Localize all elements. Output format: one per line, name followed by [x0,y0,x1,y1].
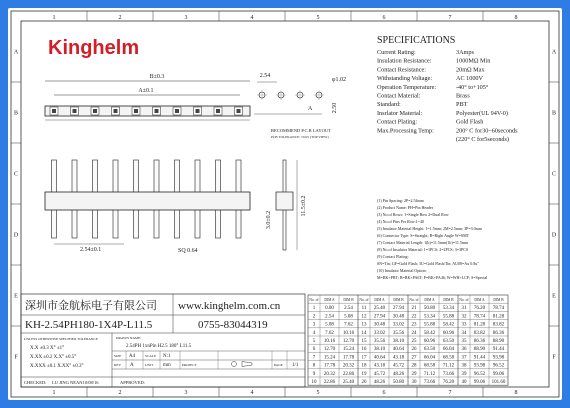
table-cell: 27.94 [373,314,386,320]
note-line: (2) Product Name: PH=Pin Header [377,205,434,210]
table-cell: 73.66 [423,380,436,385]
table-cell: 43.18 [392,355,405,361]
rev-value: A [130,363,134,368]
pin-diameter-label: φ1.02 [332,77,346,83]
table-cell: 9 [312,371,316,377]
table-cell: 78.74 [492,306,505,312]
top-pin-core [237,109,241,113]
spec-key: Withstanding Voltage: [377,75,433,83]
table-cell: 60.96 [442,330,455,336]
table-header: DIM B [443,298,454,302]
table-cell: 35.56 [392,330,405,336]
table-cell: 48.26 [392,371,405,377]
table-header: DIM B [393,298,404,302]
table-header: DIM A [424,298,435,302]
table-cell: 30.48 [373,322,386,328]
table-cell: 58.42 [423,330,436,336]
table-cell: 25.40 [342,380,355,385]
grid-col-4: 4 [250,15,254,21]
table-cell: 31 [461,306,467,312]
table-cell: 96.52 [492,363,505,369]
front-insulator [45,192,250,210]
company-website[interactable]: www.kinghelm.com.cn [178,300,281,312]
spec-rows [377,49,518,143]
table-header: DIM A [374,298,385,302]
table-cell: 33.02 [373,330,386,336]
dim-a-small: A [308,106,313,112]
ordering-notes [377,198,488,280]
top-pin-core [216,109,220,113]
spec-key: Contact Resistance: [377,66,426,74]
table-cell: 12 [361,314,367,320]
table-cell: 37 [461,355,467,361]
table-cell: 33.02 [392,322,405,328]
table-cell: 3 [312,322,316,328]
company-phone: 0755-83044319 [198,319,268,331]
grid-col-bottom-6: 6 [382,390,386,396]
table-cell: 35.56 [373,339,386,344]
spec-key: Current Rating: [377,49,416,56]
pcb-layout [254,73,346,139]
spec-key: Insrlator Material: [377,109,423,117]
table-header: No. of [309,298,319,302]
table-cell: 24 [411,330,417,336]
pitch-tolerance-label: 2.54±0.1 [80,247,102,253]
table-cell: 66.04 [423,355,436,361]
table-cell: 11 [361,306,367,312]
table-cell: 83.82 [473,330,486,336]
rev-label: REV [114,363,121,367]
pcb-pads [257,90,324,100]
grid-col-bottom-4: 4 [250,390,254,396]
table-cell: 4 [312,330,316,336]
spec-value: 20mΩ Max [456,66,485,74]
table-cell: 2.54 [325,314,334,320]
table-cell: 19 [361,371,367,377]
grid-col-7: 7 [448,15,452,21]
table-cell: 27.94 [392,306,405,312]
table-cell: 5 [312,339,316,344]
grid-row-F: F [14,354,18,361]
grid-row-right-A: A [551,49,557,56]
drawn-label: DRAWN NAME: [116,336,142,340]
table-cell: 17.78 [342,355,355,361]
table-cell: 34 [461,330,467,336]
table-cell: 53.34 [423,314,436,320]
table-cell: 12.70 [342,339,355,344]
table-cell: 20 [361,380,367,385]
table-cell: 73.66 [442,371,455,377]
top-view [45,74,250,120]
table-cell: 99.06 [473,380,486,385]
grid-col-5: 5 [316,15,320,21]
table-cell: 25.40 [373,306,386,312]
table-cell: 22.86 [323,380,336,385]
table-cell: 63.50 [423,347,436,353]
note-line: (7) Contact Material Length: 1(b)=11.5mm(1b)=11.5mm [377,240,469,245]
table-cell: 20.32 [342,363,355,369]
table-cell: 81.28 [473,322,486,328]
table-cell: 17 [361,355,367,361]
table-cell: 32 [461,314,467,320]
table-cell: 71.12 [423,371,436,377]
table-cell: 50.80 [392,380,405,385]
table-cell: 0.00 [325,306,334,312]
table-cell: 40.64 [392,347,405,353]
grid-col-2: 2 [118,15,122,21]
grid-col-bottom-3: 3 [184,390,188,396]
title-block [21,294,305,387]
projection-symbol [232,362,253,367]
table-cell: 30 [411,380,417,385]
table-cell: 12.70 [323,347,336,353]
specs-heading: SPECIFICATIONS [377,35,456,46]
table-cell: 93.98 [492,355,505,361]
spec-value: Brass [456,92,470,100]
brand-logo: Kinghelm [48,37,140,59]
specifications [377,35,518,143]
spec-value: PBT [456,101,468,109]
table-cell: 38 [461,363,467,369]
company-name: 深圳市金航标电子有限公司 [25,299,157,312]
pcb-title: RECOMMEND P.C.B LAYOUT [271,128,331,133]
dim-a-label: A±0.1 [138,88,154,94]
table-cell: 15 [361,339,367,344]
table-cell: 43.18 [373,363,386,369]
grid-col-bottom-1: 1 [52,390,56,396]
grid-col-bottom-8: 8 [514,390,518,396]
table-cell: 2.54 [344,306,353,312]
table-cell: 26 [411,347,417,353]
table-cell: 83.82 [492,322,505,328]
table-cell: 6 [312,347,316,353]
table-cell: 15.24 [342,347,355,353]
table-cell: 22.86 [342,371,355,377]
top-pin-core [52,109,56,113]
dim-30-label: 3.0±0.2 [266,210,272,230]
grid-col-1: 1 [52,15,56,21]
spec-key: Contact Material: [377,92,421,100]
table-cell: 20.32 [323,371,336,377]
spec-value: 1000MΩ Min [456,57,491,65]
table-cell: 25 [411,339,417,344]
table-cell: 45.72 [373,371,386,377]
table-cell: 38.10 [373,347,386,353]
table-cell: 23 [411,322,417,328]
table-cell: 63.50 [442,339,455,344]
note-line: (1) Pin Spacing: 2P=2.54mm [377,198,424,203]
table-cell: 17.78 [323,363,336,369]
note-line: (9) Contact Plating: [377,254,409,259]
table-cell: 35 [461,339,467,344]
side-view [266,160,307,250]
unit-value: mm [163,363,171,368]
table-cell: 14 [361,330,367,336]
table-cell: 81.28 [492,314,505,320]
grid-row-right-B: B [551,110,557,117]
table-cell: 40.64 [373,355,386,361]
table-cell: 16 [361,347,367,353]
table-cell: 13 [361,322,367,328]
top-pin-core [114,109,118,113]
approved-label: APPROVED: [120,380,146,385]
table-cell: 5.08 [325,322,334,328]
table-cell: 21 [411,306,417,312]
project-label: PROJECT [182,363,197,367]
table-cell: 29 [411,371,417,377]
table-cell: 10.16 [342,330,355,336]
table-header: DIM B [343,298,354,302]
grid-col-bottom-5: 5 [316,390,320,396]
table-cell: 71.12 [442,363,455,369]
spec-key: Contact Plating: [377,118,418,126]
table-cell: 15.24 [323,355,336,361]
grid-col-8: 8 [514,15,518,21]
table-cell: 7 [312,355,316,361]
table-cell: 91.44 [473,355,486,361]
spec-key: Insulation Resistance: [377,57,432,65]
table-header: No. of [459,298,469,302]
tolerance-1: X.X ±0.3 X° ±1° [30,346,65,351]
side-insulator [276,192,293,210]
table-cell: 88.90 [473,347,486,353]
grid-col-bottom-2: 2 [118,390,122,396]
table-cell: 36 [461,347,467,353]
grid-row-D: D [13,232,19,239]
table-cell: 76.20 [442,380,455,385]
top-pin-core [196,109,200,113]
drawing-canvas [8,8,562,400]
table-cell: 22 [411,314,417,320]
note-line: SN=Tin; GF=Gold Flash; 3U=Gold Flash/Tin; AU08=Au 0.8u" [377,261,479,266]
grid-row-right-C: C [551,171,557,178]
table-cell: 30.48 [392,314,405,320]
table-cell: 86.36 [473,339,486,344]
table-cell: 68.58 [442,355,455,361]
table-header: DIM B [493,298,504,302]
table-header: DIM A [324,298,335,302]
spec-value: Gold Flash [456,118,484,126]
top-pin-core [175,109,179,113]
checked-label: CHECKED: [24,380,47,385]
table-cell: 27 [411,355,417,361]
table-cell: 50.80 [423,306,436,312]
table-cell: 2 [312,314,316,320]
tolerance-title: UNLESS OTHERWISE SPECIFIED TOLERANCE [24,337,98,341]
spec-value: 200° C for30~60seconds [456,127,518,135]
drawn-value: 2.54PH 1xnPin H2.5 180° L11.5 [126,344,192,349]
table-cell: 78.74 [473,314,486,320]
square-pin-label: SQ 0.64 [178,248,198,254]
tolerance-2: X.XX ±0.2 X.X° ±0.5° [30,355,77,360]
spec-key: Max.Processing Temp: [377,127,434,135]
table-cell: 101.60 [491,380,506,385]
table-cell: 1 [312,306,316,312]
size-label: SIZE [114,354,122,358]
table-cell: 8 [312,363,316,369]
note-line: (6) Connector Type: S=Straight; R=Right Angle W=SMT [377,233,470,238]
table-header: No. of [359,298,369,302]
table-cell: 96.52 [473,371,486,377]
checked-value: LU JING NEAN10/08/16 [52,380,99,385]
top-pin-core [73,109,77,113]
grid-row-right-E: E [552,293,556,300]
table-cell: 39 [461,371,467,377]
note-line: (4) No.of Pins Per Row:1~40 [377,219,424,224]
dim-b-label: B±0.3 [149,74,165,80]
top-pin-core [155,109,159,113]
page-label: PAGE [274,363,283,367]
table-cell: 28 [411,363,417,369]
table-cell: 55.88 [423,322,436,328]
table-cell: 53.34 [442,306,455,312]
top-pin-core [93,109,97,113]
table-cell: 38.10 [392,339,405,344]
table-cell: 7.62 [344,322,353,328]
spec-value: Polyester(UL 94V-0) [456,109,508,117]
part-number: KH-2.54PH180-1X4P-L11.5 [25,319,153,331]
spec-key: Operation Temperature: [377,83,437,91]
grid-row-right-D: D [551,232,557,239]
table-cell: 86.36 [492,330,505,336]
dim-115-label: 11.5±0.2 [301,195,307,217]
table-cell: 91.44 [492,347,505,353]
note-line: (8) No.of Insulator Material: 1=1PCS; 2=2PCS; 3=3PCS [377,247,469,252]
scale-value: N:1 [163,354,171,359]
tolerance-3: X.XXX ±0.1 X.XX° ±0.3° [30,364,84,369]
grid-col-bottom-7: 7 [448,390,452,396]
table-cell: 76.20 [473,306,486,312]
note-line: (3) No.of Rows: 1=Single Row 2=Dual Row [377,212,449,217]
pitch-label: 2.54 [259,73,271,79]
table-cell: 88.90 [492,339,505,344]
table-cell: 45.72 [392,363,405,369]
table-cell: 93.98 [473,363,486,369]
table-header: DIM A [474,298,485,302]
pcb-subtitle: PCB TOLERANCE: ±0.05 (TOP VIEW) [271,135,329,139]
note-line: (10) Insulator Material Option: [377,268,427,273]
front-view [45,160,250,254]
table-cell: 60.96 [423,339,436,344]
drawing-sheet [8,8,562,400]
table-header: No. of [409,298,419,302]
spec-value: 3Amps [456,49,474,56]
grid-row-E: E [14,293,18,300]
note-line: (5) Insulator Material Height: 1=1.5mm; 2M=2.5mm; 3P=3.0mm [377,226,482,231]
table-cell: 33 [461,322,467,328]
spec-value: (220° C for5seconds) [456,136,509,143]
scale-label: SCALE [145,354,157,358]
spec-value: -40° to+105° [456,83,489,91]
grid-row-A: A [13,49,19,56]
grid-col-6: 6 [382,15,386,21]
table-cell: 5.08 [344,314,353,320]
spec-key: Standard: [377,101,401,109]
table-cell: 7.62 [325,330,334,336]
table-cell: 66.04 [442,347,455,353]
table-cell: 40 [461,380,467,385]
note-line: M=BK+PBT; B=BK+PA6T; P=BK+PA46; W=WH+LCP; S=Special [377,275,488,280]
table-cell: 58.42 [442,322,455,328]
table-cell: 48.26 [373,380,386,385]
unit-label: UNIT [145,363,154,367]
table-cell: 10.16 [323,339,336,344]
page-value: 1/1 [292,363,299,368]
top-pin-core [134,109,138,113]
table-cell: 18 [361,363,367,369]
grid-row-right-F: F [552,354,556,361]
table-cell: 68.58 [423,363,436,369]
grid-row-B: B [13,110,19,117]
table-cell: 55.88 [442,314,455,320]
grid-col-3: 3 [184,15,188,21]
table-cell: 99.06 [492,371,505,377]
size-value: A4 [129,354,136,359]
spec-value: AC 1000V [456,75,483,83]
grid-row-C: C [13,171,19,178]
dimension-table [308,295,508,385]
pad-height-label: 2.50 [332,102,338,114]
table-cell: 10 [311,380,317,385]
